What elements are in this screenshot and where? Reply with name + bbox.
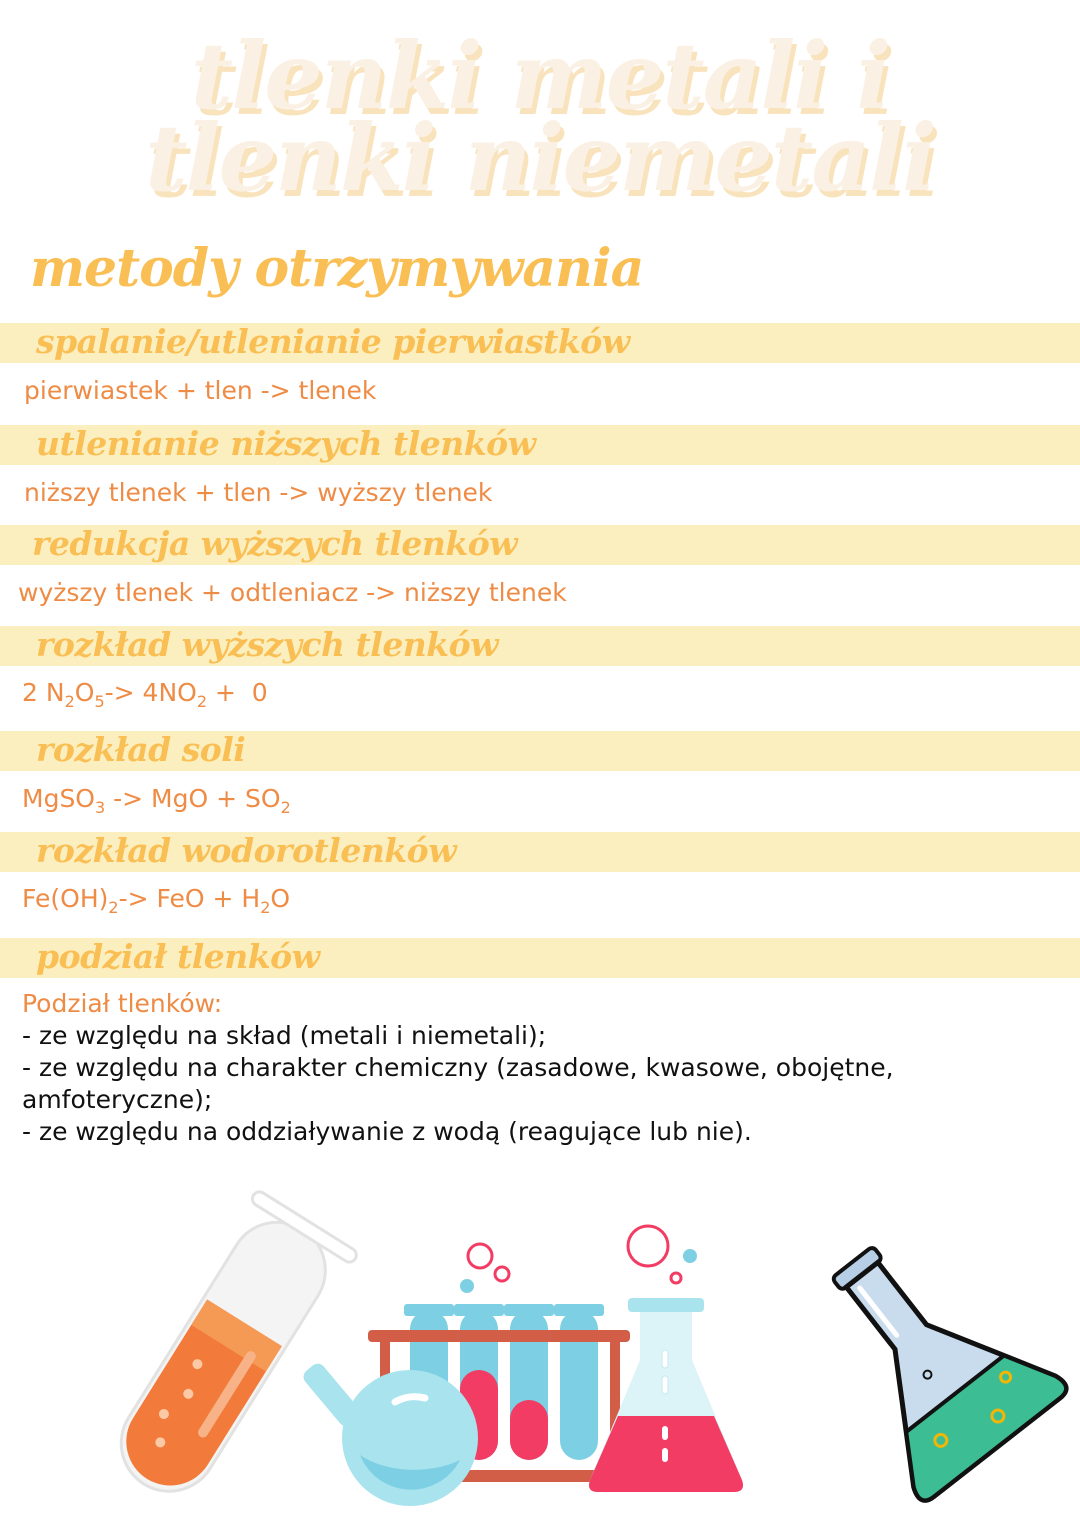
page-heading: metody otrzymywania <box>30 238 644 299</box>
formula-part: 2 N <box>22 678 65 707</box>
formula-part: -> 4NO <box>104 678 197 707</box>
section-title: podział tlenków <box>36 937 320 976</box>
bubbles-icon <box>460 1226 697 1293</box>
formula-subscript: 5 <box>94 692 105 711</box>
reaction-formula <box>22 678 268 711</box>
tilted-flask-icon <box>779 1205 1069 1504</box>
section-title: rozkład wodorotlenków <box>36 831 457 870</box>
formula-part: O <box>270 884 291 913</box>
round-flask-icon <box>300 1360 478 1506</box>
formula-part: MgSO <box>22 784 95 813</box>
formula-subscript: 2 <box>280 798 291 817</box>
formula-subscript: 3 <box>95 798 106 817</box>
division-text <box>22 988 982 1148</box>
formula-subscript: 2 <box>196 692 208 711</box>
list-item: - ze względu na oddziaływanie z wodą (reagujące lub nie). <box>22 1117 752 1146</box>
formula-part: O <box>74 678 95 707</box>
formula-part: Fe(OH) <box>22 884 109 913</box>
section-title: rozkład soli <box>36 730 246 769</box>
formula-subscript: 2 <box>64 692 75 711</box>
formula-part: -> MgO + SO <box>105 784 281 813</box>
section-title: redukcja wyższych tlenków <box>32 524 518 563</box>
reaction-formula <box>22 784 291 817</box>
section-text: niższy tlenek + tlen -> wyższy tlenek <box>24 478 493 507</box>
formula-subscript: 2 <box>108 898 119 917</box>
formula-part: + 0 <box>207 678 268 707</box>
section-title: utlenianie niższych tlenków <box>36 424 536 463</box>
lab-illustrations <box>0 1170 1080 1520</box>
list-item: - ze względu na skład (metali i niemetali); <box>22 1021 547 1050</box>
test-tube-icon <box>93 1189 359 1515</box>
list-item: - ze względu na charakter chemiczny (zasadowe, kwasowe, obojętne, amfoteryczne); <box>22 1053 894 1114</box>
section-text: pierwiastek + tlen -> tlenek <box>24 376 377 405</box>
section-title: rozkład wyższych tlenków <box>36 625 499 664</box>
section-text: wyższy tlenek + odtleniacz -> niższy tlenek <box>18 578 567 607</box>
formula-subscript: 2 <box>260 898 271 917</box>
division-lead: Podział tlenków: <box>22 989 223 1018</box>
section-title: spalanie/utlenianie pierwiastków <box>36 322 630 361</box>
title-line-1: tlenki metali i <box>190 22 890 130</box>
formula-part: -> FeO + H <box>118 884 261 913</box>
title-line-2: tlenki niemetali <box>145 104 935 212</box>
reaction-formula <box>22 884 290 917</box>
